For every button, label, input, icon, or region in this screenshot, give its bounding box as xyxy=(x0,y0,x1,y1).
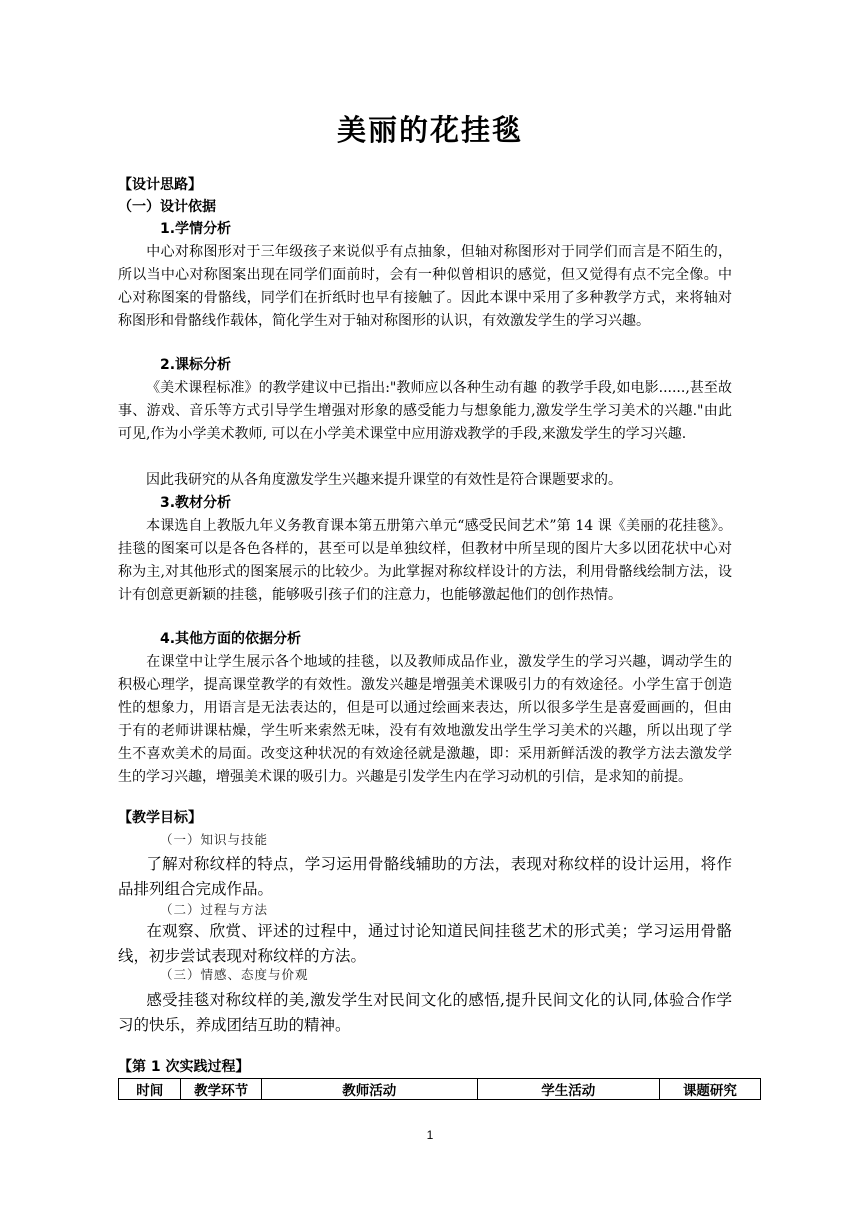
goal-1-text xyxy=(118,852,732,902)
section-1-heading: 1.学情分析 xyxy=(160,221,232,237)
table-header-cell: 教师活动 xyxy=(261,1079,477,1100)
goal-3-text xyxy=(118,988,732,1038)
goals-heading: 【教学目标】 xyxy=(118,810,202,826)
section-4-heading: 4.其他方面的依据分析 xyxy=(160,631,302,647)
goal-3-label: （三）情感、态度与价观 xyxy=(160,967,309,982)
goal-2-text xyxy=(118,919,732,969)
section-2-conclusion xyxy=(118,469,732,492)
goal-1-body: 了解对称纹样的特点，学习运用骨骼线辅助的方法，表现对称纹样的设计运用，将作品排列组合完成作品。 xyxy=(118,855,732,898)
table-header-cell: 时间 xyxy=(119,1079,181,1100)
goal-1-label: （一）知识与技能 xyxy=(160,832,269,847)
practice-heading: 【第 1 次实践过程】 xyxy=(118,1059,250,1075)
table-header-cell: 教学环节 xyxy=(181,1079,261,1100)
section-4-text xyxy=(118,651,732,789)
goal-2-label: （二）过程与方法 xyxy=(160,902,269,917)
section-1-text xyxy=(118,241,732,333)
design-heading: 【设计思路】 xyxy=(118,177,202,193)
section-1-body: 中心对称图形对于三年级孩子来说似乎有点抽象，但轴对称图形对于同学们而言是不陌生的，所以当中心对称图案出现在同学们面前时，会有一种似曾相识的感觉，但又觉得有点不完全像。中心对称图案的骨骼线，同学们在折纸时也早有接触了。因此本课中采用了多种教学方式，来将轴对称图形和骨骼线作载体，简化学生对于轴对称图形的认识，有效激发学生的学习兴趣。 xyxy=(118,244,732,329)
table-header-cell: 学生活动 xyxy=(477,1079,659,1100)
table-header-row xyxy=(119,1079,761,1100)
goal-2-body: 在观察、欣赏、评述的过程中，通过讨论知道民间挂毯艺术的形式美；学习运用骨骼线，初步尝试表现对称纹样的方法。 xyxy=(118,922,732,965)
practice-table xyxy=(118,1078,761,1100)
section-2-text xyxy=(118,377,732,446)
goal-3-body: 感受挂毯对称纹样的美,激发学生对民间文化的感悟,提升民间文化的认同,体验合作学习的快乐，养成团结互助的精神。 xyxy=(118,991,732,1034)
page-number: 1 xyxy=(426,1128,434,1142)
section-3-body: 本课选自上教版九年义务教育课本第五册第六单元“感受民间艺术”第 14 课《美丽的花挂毯》。挂毯的图案可以是各色各样的，甚至可以是单独纹样，但教材中所呈现的图片大多以团花状中心对称为主,对其他形式的图案展示的比较少。为此掌握对称纹样设计的方法，利用骨骼线绘制方法，设计有创意更新颖的挂毯，能够吸引孩子们的注意力，也能够激起他们的创作热情。 xyxy=(118,518,732,603)
section-4-body: 在课堂中让学生展示各个地域的挂毯，以及教师成品作业，激发学生的学习兴趣，调动学生的积极心理学，提高课堂教学的有效性。激发兴趣是增强美术课吸引力的有效途径。小学生富于创造性的想象力，用语言是无法表达的，但是可以通过绘画来表达，所以很多学生是喜爱画画的，但由于有的老师讲课枯燥，学生听来索然无味，没有有效地激发出学生学习美术的兴趣，所以出现了学生不喜欢美术的局面。改变这种状况的有效途径就是激趣，即：采用新鲜活泼的教学方法去激发学生的学习兴趣，增强美术课的吸引力。兴趣是引发学生内在学习动机的引信，是求知的前提。 xyxy=(118,654,732,785)
section-2-heading: 2.课标分析 xyxy=(160,357,232,373)
section-2-body: 《美术课程标准》的教学建议中已指出:"教师应以各种生动有趣 的教学手段,如电影......,甚至故事、游戏、音乐等方式引导学生增强对形象的感受能力与想象能力,激发学生学习美术的兴趣."由此可见,作为小学美术教师, 可以在小学美术课堂中应用游戏教学的手段,来激发学生的学习兴趣. xyxy=(118,380,732,442)
section-3-heading: 3.教材分析 xyxy=(160,495,232,511)
section-3-text xyxy=(118,515,732,607)
table-header-cell: 课题研究 xyxy=(659,1079,760,1100)
section-2-conclusion-body: 因此我研究的从各角度激发学生兴趣来提升课堂的有效性是符合课题要求的。 xyxy=(146,472,622,488)
basis-heading: （一）设计依据 xyxy=(118,199,216,215)
document-title: 美丽的花挂毯 xyxy=(336,113,523,147)
